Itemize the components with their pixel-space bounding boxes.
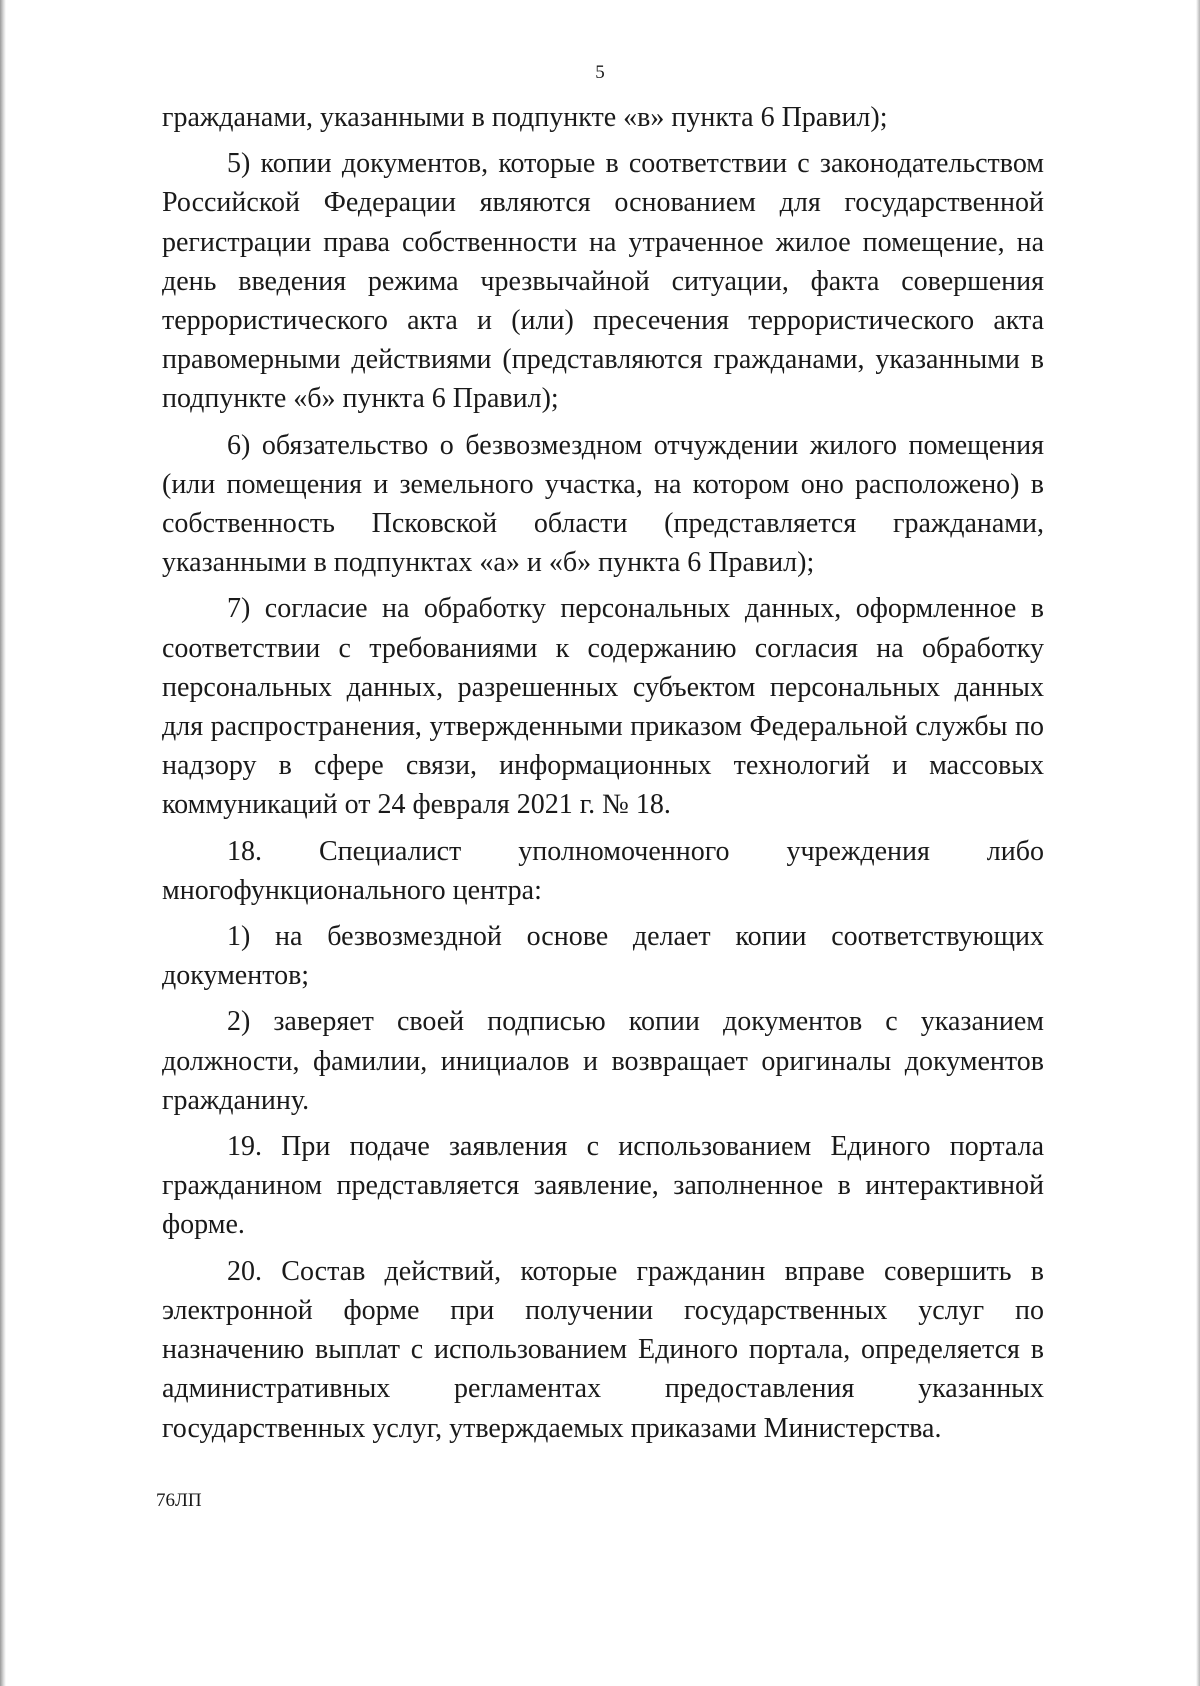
scan-edge-right xyxy=(1196,0,1200,1686)
paragraph-clause-18: 18. Специалист уполномоченного учреждения либо многофункционального центра: xyxy=(162,835,1044,906)
paragraph-clause-20: 20. Состав действий, которые гражданин вправе совершить в электронной форме при получении государственных услуг по назначению выплат с использованием Единого портала, определяется в административных регламентах предоставления указанных государственных услуг, утверждаемых приказами Министерства. xyxy=(162,1255,1044,1444)
footer-code: 76ЛП xyxy=(156,1490,202,1511)
page-number: 5 xyxy=(595,62,605,83)
document-body xyxy=(162,98,1044,1455)
paragraph-continuation: гражданами, указанными в подпункте «в» пункта 6 Правил); xyxy=(162,102,888,133)
paragraph-item-7: 7) согласие на обработку персональных данных, оформленное в соответствии с требованиями к содержанию согласия на обработку персональных данных, разрешенных субъектом персональных данных для распространения, утвержденными приказом Федеральной службы по надзору в сфере связи, информационных технологий и массовых коммуникаций от 24 февраля 2021 г. № 18. xyxy=(162,593,1044,821)
scan-edge-left xyxy=(0,0,6,1686)
paragraph-item-5: 5) копии документов, которые в соответствии с законодательством Российской Федерации являются основанием для государственной регистрации права собственности на утраченное жилое помещение, на день введения режима чрезвычайной ситуации, факта совершения террористического акта и (или) пресечения террористического акта правомерными действиями (представляются гражданами, указанными в подпункте «б» пункта 6 Правил); xyxy=(162,148,1044,415)
paragraph-item-6: 6) обязательство о безвозмездном отчуждении жилого помещения (или помещения и земельного участка, на котором оно расположено) в собственность Псковской области (представляется гражданами, указанными в подпунктах «а» и «б» пункта 6 Правил); xyxy=(162,429,1044,579)
paragraph-clause-18-item-1: 1) на безвозмездной основе делает копии соответствующих документов; xyxy=(162,921,1044,992)
paragraph-clause-19: 19. При подаче заявления с использованием Единого портала гражданином представляется заявление, заполненное в интерактивной форме. xyxy=(162,1131,1044,1241)
paragraph-clause-18-item-2: 2) заверяет своей подписью копии документов с указанием должности, фамилии, инициалов и возвращает оригиналы документов гражданину. xyxy=(162,1006,1044,1116)
